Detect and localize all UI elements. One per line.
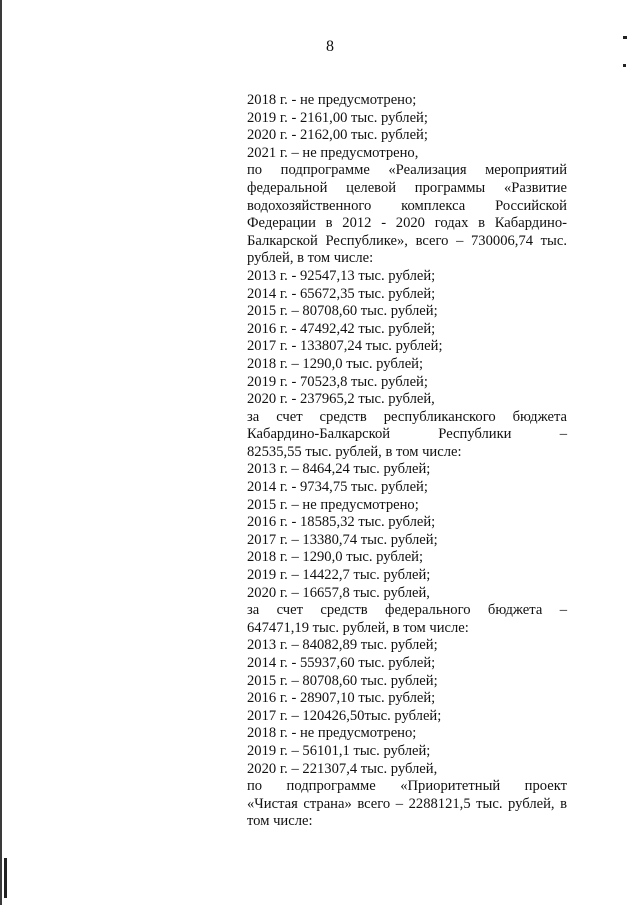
- text-line: 2017 г. - 133807,24 тыс. рублей;: [247, 338, 443, 355]
- text-line: 2014 г. - 65672,35 тыс. рублей;: [247, 285, 436, 302]
- text-line: 2018 г. – 1290,0 тыс. рублей;: [247, 355, 424, 372]
- text-line: 2018 г. - не предусмотрено;: [247, 725, 417, 742]
- text-line: 2016 г. - 47492,42 тыс. рублей;: [247, 320, 436, 337]
- text-line: 2013 г. – 84082,89 тыс. рублей;: [247, 637, 438, 654]
- text-line: водохозяйственного комплекса Российской: [247, 197, 567, 214]
- document-body: [247, 92, 567, 831]
- text-line: 2020 г. - 2162,00 тыс. рублей;: [247, 127, 428, 144]
- text-line: 2017 г. – 120426,50тыс. рублей;: [247, 707, 442, 724]
- scan-left-edge: [0, 0, 2, 905]
- text-line: 2015 г. – не предусмотрено;: [247, 496, 419, 513]
- text-line: по подпрограмме «Реализация мероприятий: [247, 162, 567, 179]
- scan-speck: [623, 36, 627, 39]
- page-number: 8: [326, 38, 334, 55]
- text-line: 2013 г. - 92547,13 тыс. рублей;: [247, 267, 436, 284]
- text-line: «Чистая страна» всего – 2288121,5 тыс. рублей, в: [247, 795, 567, 812]
- text-line: Кабардино-Балкарской Республики –: [247, 426, 567, 443]
- text-line: Балкарской Республике», всего – 730006,74 тыс.: [247, 232, 567, 249]
- text-line: федеральной целевой программы «Развитие: [247, 179, 567, 196]
- text-line: 2017 г. – 13380,74 тыс. рублей;: [247, 531, 438, 548]
- scan-edge-mark: [4, 858, 7, 898]
- text-line: 2018 г. - не предусмотрено;: [247, 92, 417, 108]
- text-line: за счет средств республиканского бюджета: [247, 408, 567, 425]
- text-line: 2019 г. – 14422,7 тыс. рублей;: [247, 567, 431, 584]
- text-line: 2019 г. – 56101,1 тыс. рублей;: [247, 742, 431, 759]
- text-line: 2013 г. – 8464,24 тыс. рублей;: [247, 461, 431, 478]
- text-line: 2016 г. - 18585,32 тыс. рублей;: [247, 514, 436, 531]
- text-line: рублей, в том числе:: [247, 250, 374, 267]
- text-line: по подпрограмме «Приоритетный проект: [247, 778, 567, 795]
- text-line: 2019 г. - 70523,8 тыс. рублей;: [247, 373, 428, 390]
- text-line: том числе:: [247, 813, 313, 830]
- text-line: 2014 г. - 9734,75 тыс. рублей;: [247, 479, 428, 496]
- text-line: 2014 г. - 55937,60 тыс. рублей;: [247, 655, 436, 671]
- text-line: 2020 г. – 221307,4 тыс. рублей,: [247, 760, 438, 777]
- text-line: 2021 г. – не предусмотрено,: [247, 144, 419, 161]
- text-line: 82535,55 тыс. рублей, в том числе:: [247, 443, 462, 460]
- text-line: 2020 г. - 237965,2 тыс. рублей,: [247, 391, 435, 408]
- text-line: 2020 г. – 16657,8 тыс. рублей,: [247, 584, 430, 601]
- scan-speck: [623, 64, 626, 67]
- text-line: за счет средств федерального бюджета –: [247, 602, 567, 619]
- text-line: 647471,19 тыс. рублей, в том числе:: [247, 619, 469, 636]
- text-line: 2019 г. - 2161,00 тыс. рублей;: [247, 109, 428, 126]
- text-line: Федерации в 2012 - 2020 годах в Кабардино-: [247, 215, 567, 232]
- text-line: 2018 г. – 1290,0 тыс. рублей;: [247, 549, 424, 566]
- text-line: 2015 г. – 80708,60 тыс. рублей;: [247, 672, 438, 689]
- text-line: 2016 г. - 28907,10 тыс. рублей;: [247, 690, 436, 707]
- text-line: 2015 г. – 80708,60 тыс. рублей;: [247, 303, 438, 320]
